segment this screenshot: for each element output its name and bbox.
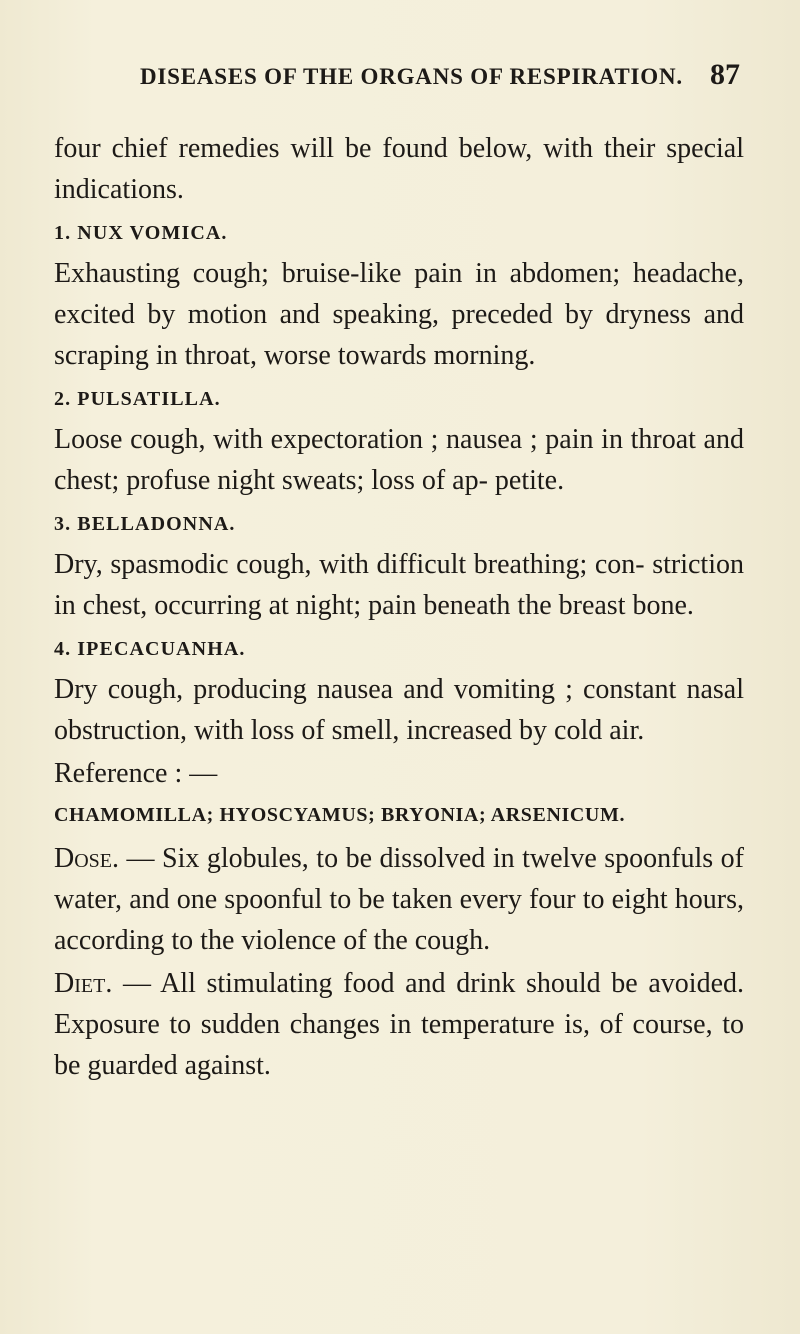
page-number: 87 — [710, 58, 740, 91]
remedy-text-nux-vomica: Exhausting cough; bruise-like pain in abdomen; headache, excited by motion and speaking, preceded by dryness and scraping in throat, worse towards morning. — [54, 258, 744, 371]
remedy-text-ipecacuanha: Dry cough, producing nausea and vomiting ; constant nasal obstruction, with loss of smell, increased by cold air. — [54, 674, 744, 746]
remedy-heading-pulsatilla: 2. PULSATILLA. — [54, 388, 221, 410]
remedy-text-belladonna: Dry, spasmodic cough, with difficult breathing; con- striction in chest, occurring at night; pain beneath the breast bone. — [54, 549, 744, 621]
remedy-heading-nux-vomica: 1. NUX VOMICA. — [54, 222, 228, 244]
running-head — [110, 58, 740, 104]
page-content — [54, 128, 744, 1086]
dose-text: — Six globules, to be dissolved in twelve spoonfuls of water, and one spoonful to be taken every four to eight hours, according to the violence of the cough. — [54, 843, 744, 956]
intro-paragraph: four chief remedies will be found below, with their special indications. — [54, 133, 744, 205]
reference-list: CHAMOMILLA; HYOSCYAMUS; BRYONIA; ARSENICUM. — [54, 804, 626, 826]
diet-paragraph — [54, 963, 744, 1086]
running-title: DISEASES OF THE ORGANS OF RESPIRATION. — [140, 64, 683, 89]
reference-label: Reference : — — [54, 758, 218, 789]
dose-label: Dose. — [54, 843, 120, 874]
dose-paragraph — [54, 838, 744, 961]
remedy-heading-belladonna: 3. BELLADONNA. — [54, 513, 236, 535]
diet-text: — All stimulating food and drink should be avoided. Exposure to sudden changes in temperature is, of course, to be guarded against. — [54, 968, 744, 1081]
diet-label: Diet. — [54, 968, 113, 999]
remedy-text-pulsatilla: Loose cough, with expectoration ; nausea ; pain in throat and chest; profuse night sweats; loss of ap- petite. — [54, 424, 744, 496]
remedy-heading-ipecacuanha: 4. IPECACUANHA. — [54, 638, 246, 660]
